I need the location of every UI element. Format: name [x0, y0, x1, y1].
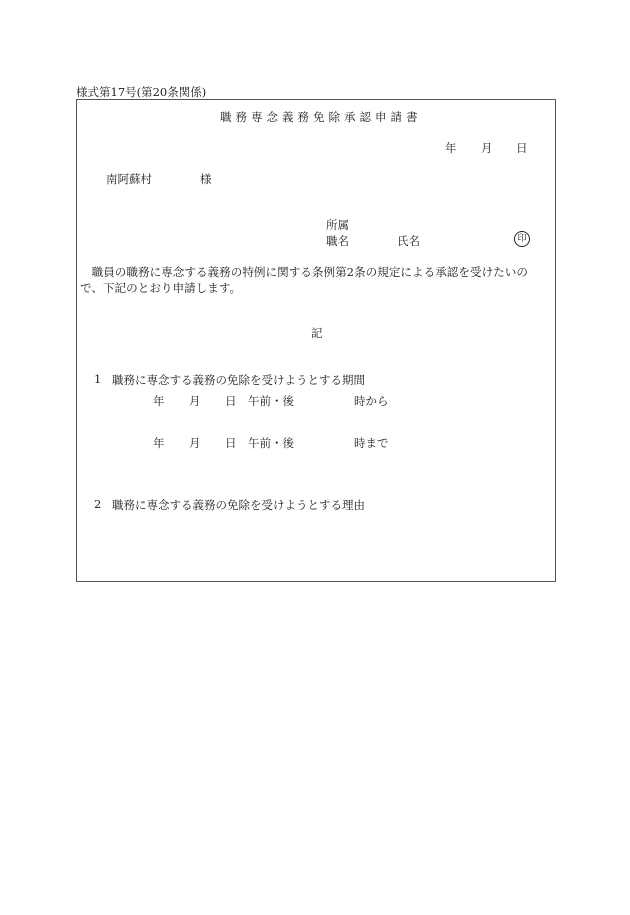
to-year: 年: [153, 436, 165, 450]
body-text-line1: 職員の職務に専念する義務の特例に関する条例第2条の規定による承認を受けたいの: [80, 265, 528, 279]
name-label: 氏名: [397, 234, 420, 248]
from-year: 年: [153, 394, 165, 408]
body-text-line2: で、下記のとおり申請します。: [80, 281, 242, 295]
to-ampm: 午前・後: [248, 436, 294, 450]
to-suffix: 時まで: [354, 436, 389, 450]
form-number: 様式第17号(第20条関係): [76, 85, 207, 99]
form-title: 職務専念義務免除承認申請書: [220, 110, 422, 124]
ki-heading: 記: [311, 326, 323, 340]
item2-label: 職務に専念する義務の免除を受けようとする理由: [112, 498, 365, 512]
to-day: 日: [225, 436, 237, 450]
item1-number: 1: [94, 372, 102, 386]
date-year: 年: [445, 141, 457, 155]
from-suffix: 時から: [354, 394, 389, 408]
position-label: 職名: [326, 234, 349, 248]
affiliation-label: 所属: [326, 218, 349, 232]
from-day: 日: [225, 394, 237, 408]
to-month: 月: [189, 436, 201, 450]
date-month: 月: [481, 141, 493, 155]
item1-label: 職務に専念する義務の免除を受けようとする期間: [112, 373, 365, 387]
date-day: 日: [516, 141, 528, 155]
seal-icon: 印: [514, 231, 530, 247]
from-ampm: 午前・後: [248, 394, 294, 408]
item2-number: 2: [94, 497, 102, 511]
addressee-honorific: 様: [200, 172, 212, 186]
from-month: 月: [189, 394, 201, 408]
addressee-name: 南阿蘇村: [106, 172, 152, 186]
